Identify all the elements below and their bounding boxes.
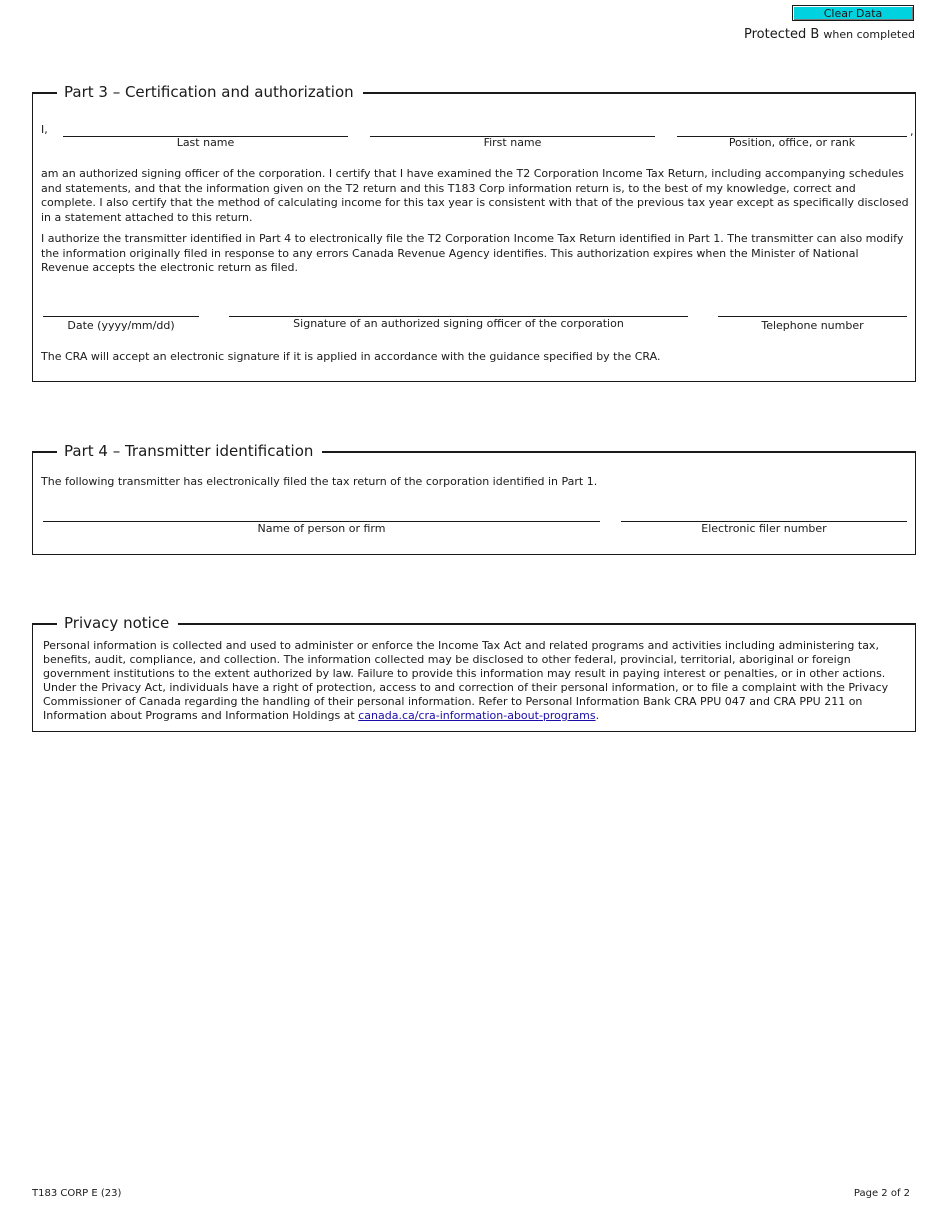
signature-label: Signature of an authorized signing officer of the corporation (293, 317, 624, 330)
part4-intro: The following transmitter has electronically filed the tax return of the corporation identified in Part 1. (41, 475, 598, 488)
protected-b-label: Protected B (744, 27, 820, 42)
intro-suffix: , (910, 125, 914, 138)
position-label: Position, office, or rank (728, 136, 856, 149)
last-name-input[interactable] (63, 120, 347, 136)
clear-data-button[interactable]: Clear Data (792, 5, 914, 21)
efile-number-input[interactable] (621, 505, 906, 521)
position-input[interactable] (677, 120, 906, 136)
protected-b-notice (744, 27, 915, 42)
page-number: Page 2 of 2 (853, 1188, 910, 1199)
privacy-text (43, 639, 909, 723)
privacy-title: Privacy notice (57, 612, 178, 634)
certify-paragraph: am an authorized signing officer of the corporation. I certify that I have examined the T2 Corporation Income Tax Return, including accompanying schedules and statements, and that the information given on the T2 return and this T183 Corp information return is, to the best of my knowledge, correct and complete. I also certify that the method of calculating income for this tax year is consistent with that of the previous tax year except as specifically disclosed in a statement attached to this return. (41, 167, 909, 224)
telephone-label: Telephone number (761, 319, 864, 332)
intro-prefix: I, (41, 123, 48, 136)
date-input[interactable] (43, 300, 198, 316)
first-name-input[interactable] (370, 120, 654, 136)
last-name-label: Last name (176, 136, 235, 149)
signature-field[interactable] (229, 294, 688, 316)
first-name-label: First name (483, 136, 542, 149)
transmitter-name-label: Name of person or firm (257, 522, 386, 535)
privacy-text-body: Personal information is collected and used to administer or enforce the Income Tax Act and related programs and activities including administering tax, benefits, audit, compliance, and collection. The information collected may be disclosed to other federal, provincial, territorial, aboriginal or foreign government institutions to the extent authorized by law. Failure to provide this information may result in paying interest or penalties, or in other actions. Under the Privacy Act, individuals have a right of protection, access to and correction of their personal information, or to file a complaint with the Privacy Commissioner of Canada regarding the handling of their personal information. Refer to Personal Information Bank CRA PPU 047 and CRA PPU 211 on Information about Programs and Information Holdings at (43, 639, 889, 722)
privacy-text-end: . (595, 709, 600, 722)
date-line (43, 316, 199, 317)
part3-section (32, 83, 916, 382)
privacy-section (32, 614, 916, 732)
when-completed-label: when completed (823, 28, 915, 41)
part3-title: Part 3 – Certification and authorization (57, 81, 363, 103)
efile-number-label: Electronic filer number (701, 522, 827, 535)
telephone-input[interactable] (718, 300, 906, 316)
date-label: Date (yyyy/mm/dd) (67, 319, 175, 332)
telephone-line (718, 316, 907, 317)
esign-note: The CRA will accept an electronic signature if it is applied in accordance with the guidance specified by the CRA. (41, 350, 661, 363)
part4-section (32, 442, 916, 555)
authorize-paragraph: I authorize the transmitter identified in Part 4 to electronically file the T2 Corporation Income Tax Return identified in Part 1. The transmitter can also modify the information originally filed in response to any errors Canada Revenue Agency identifies. This authorization expires when the Minister of National Revenue accepts the electronic return as filed. (41, 232, 904, 274)
part4-title: Part 4 – Transmitter identification (57, 440, 322, 462)
cra-programs-link[interactable]: canada.ca/cra-information-about-programs (358, 709, 596, 722)
transmitter-name-input[interactable] (43, 505, 599, 521)
form-code: T183 CORP E (23) (32, 1188, 122, 1199)
